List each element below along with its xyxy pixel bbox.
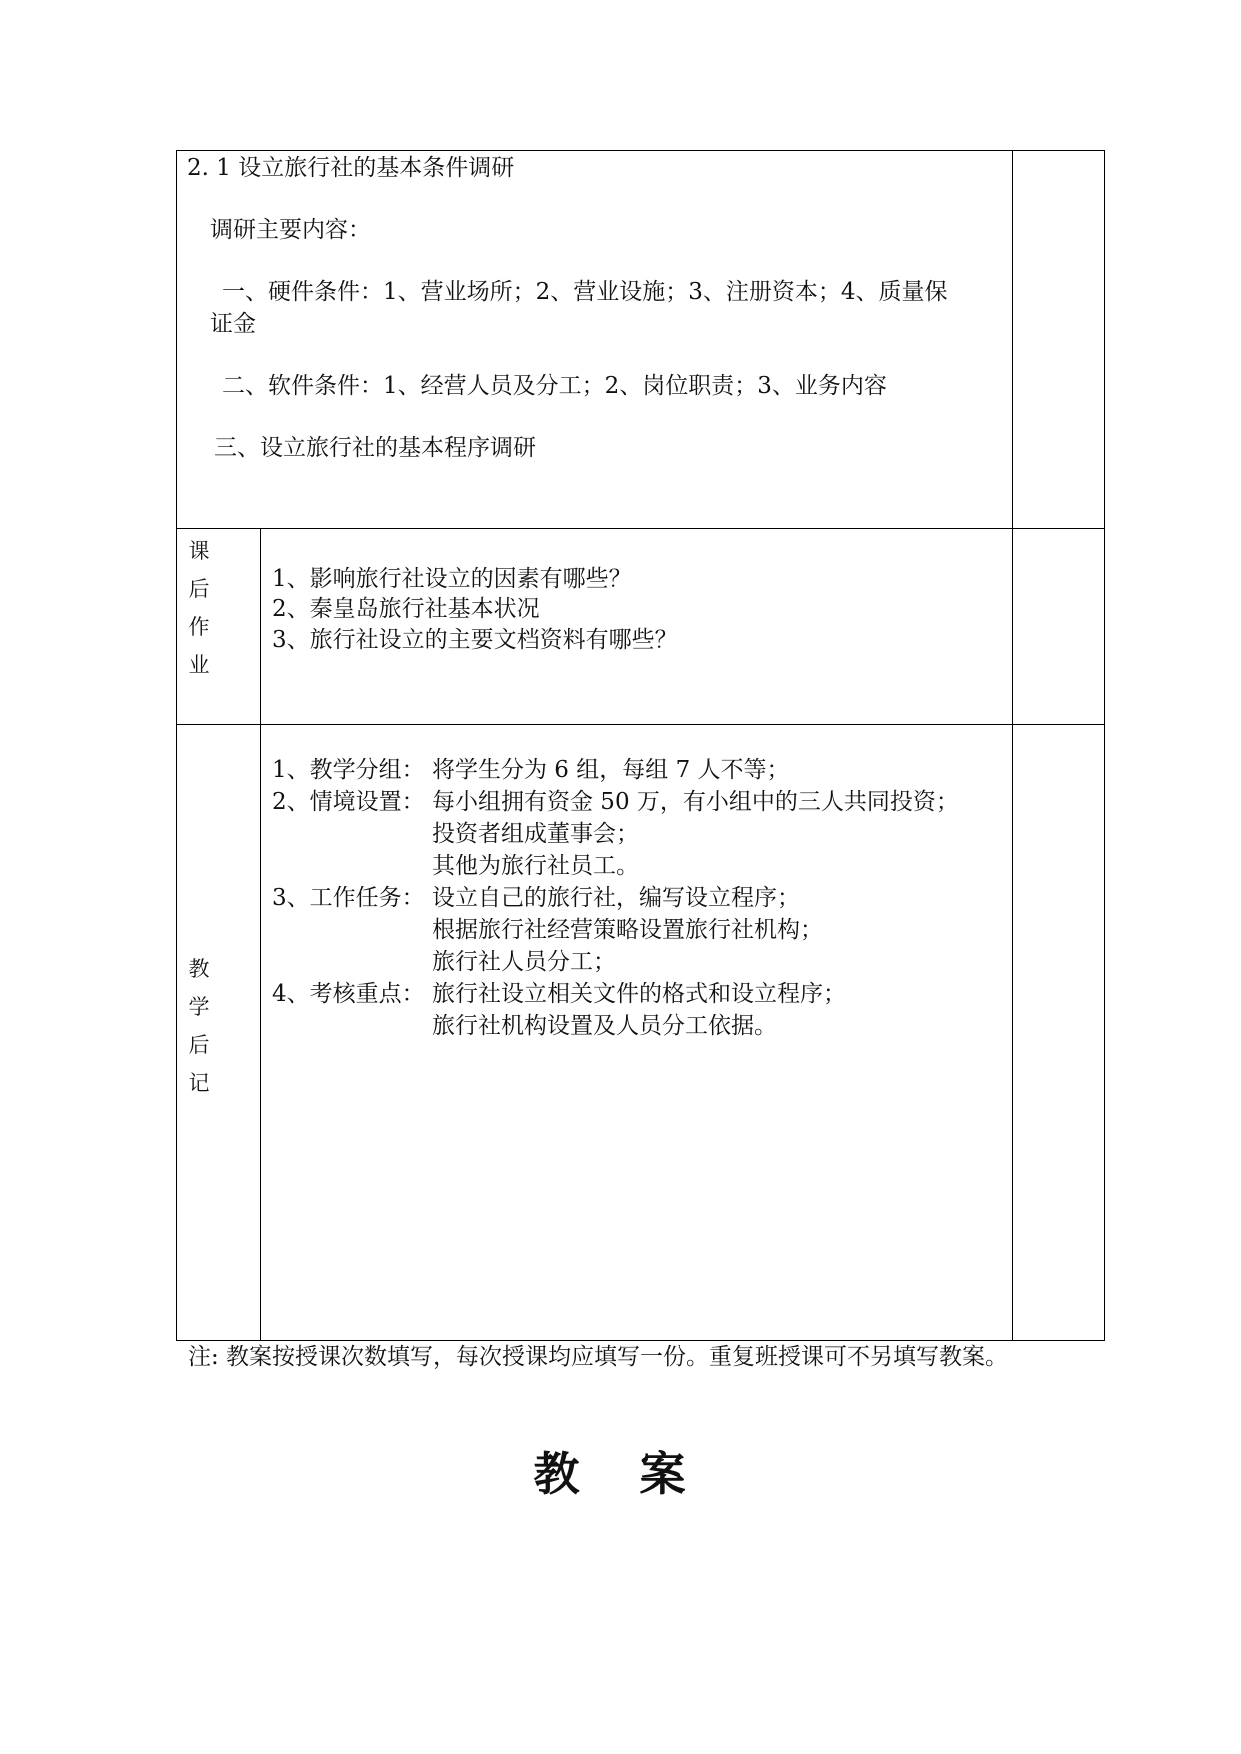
notes-value: 其他为旅行社员工。 <box>432 853 639 879</box>
software-conditions: 二、软件条件：1、经营人员及分工；2、岗位职责；3、业务内容 <box>222 373 887 399</box>
row-divider-2 <box>176 724 1105 725</box>
homework-label-char: 业 <box>188 653 210 677</box>
homework-item: 2、秦皇岛旅行社基本状况 <box>272 596 540 622</box>
hardware-conditions-line2: 证金 <box>210 311 256 337</box>
notes-key: 1、教学分组： <box>272 757 425 783</box>
table-right-column-divider <box>1012 150 1013 1341</box>
notes-value: 旅行社人员分工； <box>432 949 616 975</box>
teaching-notes-label-char: 记 <box>188 1071 210 1095</box>
research-intro: 调研主要内容： <box>210 217 371 243</box>
homework-label <box>184 532 214 684</box>
notes-value: 设立自己的旅行社，编写设立程序； <box>432 885 800 911</box>
teaching-notes-label-char: 教 <box>188 957 210 981</box>
notes-value: 根据旅行社经营策略设置旅行社机构； <box>432 917 823 943</box>
homework-label-char: 课 <box>188 539 210 563</box>
notes-value: 旅行社机构设置及人员分工依据。 <box>432 1013 777 1039</box>
footnote: 注: 教案按授课次数填写，每次授课均应填写一份。重复班授课可不另填写教案。 <box>188 1344 1009 1370</box>
teaching-notes-label <box>184 950 214 1102</box>
notes-value: 每小组拥有资金 50 万，有小组中的三人共同投资； <box>432 789 959 815</box>
hardware-conditions-line1: 一、硬件条件：1、营业场所；2、营业设施；3、注册资本；4、质量保 <box>222 279 948 305</box>
notes-key: 4、考核重点： <box>272 981 425 1007</box>
row-divider-1 <box>176 528 1105 529</box>
procedure-research: 三、设立旅行社的基本程序调研 <box>214 435 536 461</box>
notes-value: 投资者组成董事会； <box>432 821 639 847</box>
page-title: 教 案 <box>533 1447 708 1501</box>
teaching-notes-label-char: 学 <box>188 995 210 1019</box>
notes-key: 3、工作任务： <box>272 885 425 911</box>
notes-value: 旅行社设立相关文件的格式和设立程序； <box>432 981 846 1007</box>
homework-label-char: 作 <box>188 615 210 639</box>
section-heading: 2. 1 设立旅行社的基本条件调研 <box>187 155 515 181</box>
homework-item: 3、旅行社设立的主要文档资料有哪些？ <box>272 627 678 653</box>
notes-value: 将学生分为 6 组，每组 7 人不等； <box>432 757 790 783</box>
notes-key: 2、情境设置： <box>272 789 425 815</box>
label-column-divider <box>260 528 261 1341</box>
lesson-table <box>176 150 1105 1341</box>
homework-item: 1、影响旅行社设立的因素有哪些？ <box>272 566 632 592</box>
teaching-notes-label-char: 后 <box>188 1033 210 1057</box>
homework-label-char: 后 <box>188 577 210 601</box>
